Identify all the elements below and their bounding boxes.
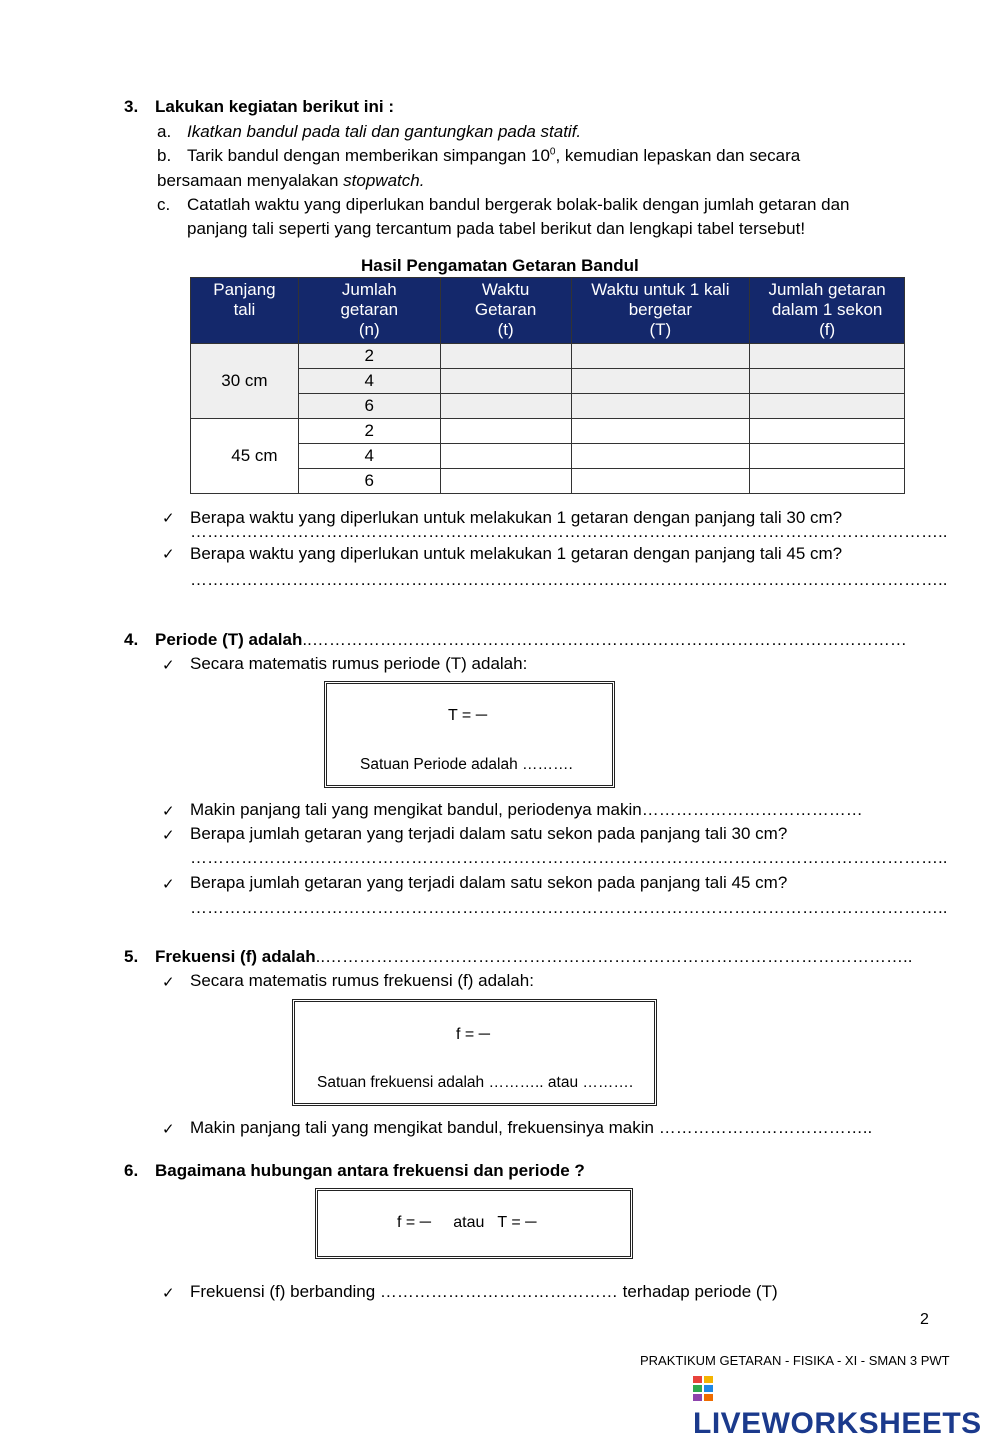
q5-number: 5. xyxy=(124,947,139,966)
q4-answer-line[interactable]: ..…………………………………………………………………………………………… xyxy=(302,630,907,649)
relation-formula[interactable]: f = ─ atau T = ─ xyxy=(397,1214,537,1231)
cell-n: 6 xyxy=(298,394,440,419)
q3-number: 3. xyxy=(124,97,139,116)
q3-question-30cm: Berapa waktu yang diperlukan untuk melakukan 1 getaran dengan panjang tali 30 cm? xyxy=(190,508,843,527)
q4-formula-intro: Secara matematis rumus periode (T) adalah: xyxy=(190,654,528,673)
check-icon: ✓ xyxy=(162,802,175,820)
q3-b-sup: 0 xyxy=(549,146,556,158)
q5-title: Frekuensi (f) adalah xyxy=(155,947,316,966)
logo-text: LIVEWORKSHEETS xyxy=(693,1407,982,1440)
input-cell-T[interactable] xyxy=(571,344,750,369)
check-icon: ✓ xyxy=(162,826,175,844)
check-icon: ✓ xyxy=(162,1120,175,1138)
q3-answer-45cm[interactable]: …………………………………………………………………………………………………………………….. xyxy=(190,570,948,589)
observation-table xyxy=(190,277,905,494)
input-cell-T[interactable] xyxy=(571,469,750,494)
q4-answer-30cm[interactable]: …………………………………………………………………………………………………………………….. xyxy=(190,848,948,867)
liveworksheets-mark-icon xyxy=(693,1376,715,1402)
q4-title-line xyxy=(155,630,907,650)
input-cell-t[interactable] xyxy=(440,394,571,419)
check-icon: ✓ xyxy=(162,656,175,674)
input-cell-T[interactable] xyxy=(571,394,750,419)
input-cell-t[interactable] xyxy=(440,369,571,394)
q3-c-text2: panjang tali seperti yang tercantum pada tabel berikut dan lengkapi tabel tersebut! xyxy=(187,219,806,238)
footer-text: PRAKTIKUM GETARAN - FISIKA - XI - SMAN 3 PWT xyxy=(640,1353,950,1368)
table-row xyxy=(191,369,905,394)
q3-c-label: c. xyxy=(157,195,171,214)
header-jumlah-getaran: Jumlah getaran (n) xyxy=(298,278,440,344)
input-cell-f[interactable] xyxy=(750,344,905,369)
q4-question-30cm: Berapa jumlah getaran yang terjadi dalam satu sekon pada panjang tali 30 cm? xyxy=(190,824,788,843)
check-icon: ✓ xyxy=(162,875,175,893)
page-number: 2 xyxy=(920,1311,929,1328)
input-cell-f[interactable] xyxy=(750,394,905,419)
cell-n: 4 xyxy=(298,444,440,469)
table-title: Hasil Pengamatan Getaran Bandul xyxy=(361,256,639,275)
check-icon: ✓ xyxy=(162,973,175,991)
q3-a-label: a. xyxy=(157,122,172,141)
header-waktu-getaran: Waktu Getaran (t) xyxy=(440,278,571,344)
q6-title: Bagaimana hubungan antara frekuensi dan periode ? xyxy=(155,1161,585,1180)
input-cell-t[interactable] xyxy=(440,469,571,494)
cell-n: 2 xyxy=(298,344,440,369)
table-row xyxy=(191,469,905,494)
q3-b-line1 xyxy=(187,146,800,166)
cell-n: 6 xyxy=(298,469,440,494)
table-row xyxy=(191,419,905,444)
cell-n: 2 xyxy=(298,419,440,444)
input-cell-f[interactable] xyxy=(750,419,905,444)
table-row xyxy=(191,444,905,469)
q3-title: Lakukan kegiatan berikut ini : xyxy=(155,97,395,116)
q4-answer-45cm[interactable]: …………………………………………………………………………………………………………………….. xyxy=(190,898,948,917)
input-cell-f[interactable] xyxy=(750,444,905,469)
header-frekuensi: Jumlah getaran dalam 1 sekon (f) xyxy=(750,278,905,344)
header-periode: Waktu untuk 1 kali bergetar (T) xyxy=(571,278,750,344)
liveworksheets-logo[interactable] xyxy=(693,1373,1000,1441)
input-cell-f[interactable] xyxy=(750,469,905,494)
period-unit[interactable]: Satuan Periode adalah ………. xyxy=(360,756,573,773)
header-panjang-tali: Panjang tali xyxy=(191,278,299,344)
input-cell-t[interactable] xyxy=(440,419,571,444)
period-formula[interactable]: T = ─ xyxy=(448,707,488,724)
q4-question-45cm: Berapa jumlah getaran yang terjadi dalam satu sekon pada panjang tali 45 cm? xyxy=(190,873,788,892)
q3-b-text1: Tarik bandul dengan memberikan simpangan 10 xyxy=(187,146,550,165)
table-header-row xyxy=(191,278,905,344)
relation-formula-box xyxy=(315,1188,633,1259)
row-group-length-30: 30 cm xyxy=(191,344,299,419)
frequency-unit[interactable]: Satuan frekuensi adalah ……….. atau ………. xyxy=(317,1074,634,1091)
q3-question-45cm: Berapa waktu yang diperlukan untuk melakukan 1 getaran dengan panjang tali 45 cm? xyxy=(190,544,843,563)
table-row xyxy=(191,344,905,369)
frequency-formula-box xyxy=(292,999,657,1106)
input-cell-T[interactable] xyxy=(571,419,750,444)
q3-b-line2 xyxy=(157,171,424,191)
q3-c-text1: Catatlah waktu yang diperlukan bandul bergerak bolak-balik dengan jumlah getaran dan xyxy=(187,195,850,214)
q3-a-text: Ikatkan bandul pada tali dan gantungkan pada statif. xyxy=(187,122,582,141)
q3-b-label: b. xyxy=(157,146,172,165)
input-cell-t[interactable] xyxy=(440,444,571,469)
q5-answer-line[interactable]: ..………………………………………………………………………………………….. xyxy=(315,947,913,966)
table-row xyxy=(191,394,905,419)
q6-relation[interactable]: Frekuensi (f) berbanding …………………………………… terhadap periode (T) xyxy=(190,1282,778,1301)
q3-b-text2: , kemudian lepaskan dan secara xyxy=(555,146,801,165)
period-formula-box xyxy=(324,681,615,788)
input-cell-f[interactable] xyxy=(750,369,905,394)
q4-longer-period[interactable]: Makin panjang tali yang mengikat bandul, periodenya makin………………………………… xyxy=(190,800,863,819)
check-icon: ✓ xyxy=(162,545,175,563)
check-icon: ✓ xyxy=(162,509,175,527)
row-group-length-45: 45 cm xyxy=(191,419,299,494)
q5-longer-frequency[interactable]: Makin panjang tali yang mengikat bandul, frekuensinya makin ……………………………….. xyxy=(190,1118,873,1137)
q4-number: 4. xyxy=(124,630,139,649)
check-icon: ✓ xyxy=(162,1284,175,1302)
input-cell-t[interactable] xyxy=(440,344,571,369)
q5-formula-intro: Secara matematis rumus frekuensi (f) adalah: xyxy=(190,971,534,990)
frequency-formula[interactable]: f = ─ xyxy=(456,1026,491,1043)
q3-b-text4: stopwatch. xyxy=(343,171,425,190)
cell-n: 4 xyxy=(298,369,440,394)
q3-b-text3: bersamaan menyalakan xyxy=(157,171,344,190)
q5-title-line xyxy=(155,947,913,967)
input-cell-T[interactable] xyxy=(571,369,750,394)
q6-number: 6. xyxy=(124,1161,139,1180)
q3-answer-30cm[interactable]: …………………………………………………………………………………………………………………….. xyxy=(190,522,948,541)
q4-title: Periode (T) adalah xyxy=(155,630,303,649)
input-cell-T[interactable] xyxy=(571,444,750,469)
